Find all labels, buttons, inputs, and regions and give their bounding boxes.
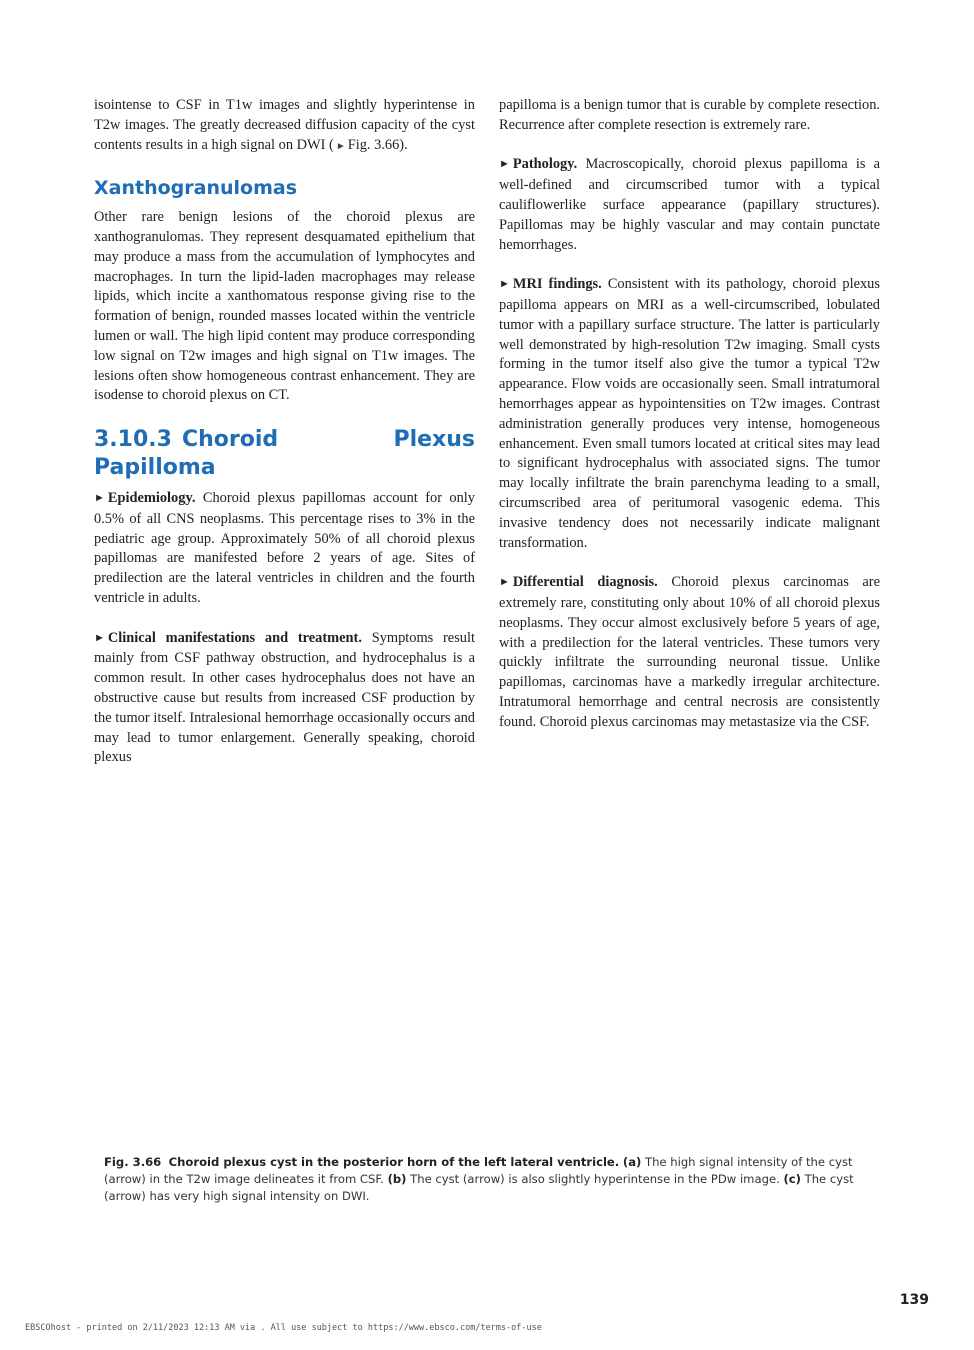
section-heading bbox=[94, 426, 475, 482]
figure-reference-link[interactable]: ► Fig. 3.66 bbox=[335, 136, 400, 153]
triangle-right-icon: ► bbox=[499, 576, 510, 589]
pathology-paragraph: ► Pathology. Macroscopically, choroid plexus papilloma is a well-defined and circumscribed tumor with a typical cauliflowerlike surface appearance (papillary structures). Papillomas may be highly vascular and may contain punctate hemorrhages. bbox=[499, 156, 880, 253]
triangle-right-icon: ► bbox=[499, 158, 510, 171]
figure-caption: Fig. 3.66 Choroid plexus cyst in the posterior horn of the left lateral ventricle. (a) The high signal intensity of the cyst (arrow) in the T2w image delineates it from CSF. (b) The cyst (arrow) is also slightly hyperintense in the PDw image. (c) The cyst (arrow) has very high signal intensity on DWI. bbox=[104, 1155, 854, 1203]
section-title: Choroid Plexus Papilloma bbox=[94, 426, 475, 480]
clinical-paragraph: ► Clinical manifestations and treatment. Symptoms result mainly from CSF pathway obstruction, and hydrocephalus is a common result. In other cases hydrocephalus does not have an obstructive cause but results from increased CSF production by the tumor itself. Intralesional hemorrhage occasionally occurs and may lead to tumor enlargement. Generally speaking, choroid plexus bbox=[94, 629, 475, 766]
continuation-paragraph: papilloma is a benign tumor that is curable by complete resection. Recurrence after complete resection is extremely rare. bbox=[499, 97, 880, 133]
intro-paragraph: isointense to CSF in T1w images and slightly hyperintense in T2w images. The greatly decreased diffusion capacity of the cyst contents results in a high signal on DWI ( ► Fig. 3.66). bbox=[94, 97, 475, 153]
triangle-right-icon: ► bbox=[335, 140, 346, 152]
left-column bbox=[94, 96, 475, 788]
print-footer: EBSCOhost - printed on 2/11/2023 12:13 AM via . All use subject to https://www.ebsco.com/terms-of-use bbox=[25, 1323, 542, 1333]
triangle-right-icon: ► bbox=[94, 491, 105, 504]
caption-title: Choroid plexus cyst in the posterior horn of the left lateral ventricle. bbox=[168, 1155, 620, 1169]
page-number: 139 bbox=[899, 1292, 929, 1308]
differential-diagnosis-paragraph: ► Differential diagnosis. Choroid plexus carcinomas are extremely rare, constituting only about 10% of all choroid plexus neoplasms. They occur almost exclusively before 5 years of age, with a predilection for the lateral ventricles. These tumors very quickly infiltrate the surrounding neuronal tissue. Unlike papillomas, carcinomas have a markedly irregular architecture. Intratumoral hemorrhage and central necrosis are consistently found. Choroid plexus carcinomas may metastasize via the CSF. bbox=[499, 574, 880, 730]
section-number: 3.10.3 bbox=[94, 426, 172, 452]
epidemiology-paragraph: ► Epidemiology. Choroid plexus papillomas account for only 0.5% of all CNS neoplasms. This percentage rises to 3% in the pediatric age group. Approximately 50% of all choroid plexus papillomas are manifested before 2 years of age. Sites of predilection are the lateral ventricles in children and the fourth ventricle in adults. bbox=[94, 489, 475, 606]
caption-label: Fig. 3.66 bbox=[104, 1155, 162, 1169]
right-column bbox=[499, 96, 880, 752]
triangle-right-icon: ► bbox=[499, 278, 510, 291]
triangle-right-icon: ► bbox=[94, 631, 105, 644]
xanthogranulomas-heading: Xanthogranulomas bbox=[94, 177, 297, 200]
mri-findings-paragraph: ► MRI findings. Consistent with its pathology, choroid plexus papilloma appears on MRI as a well-circumscribed, lobulated tumor with a papillary surface structure. The latter is particularly well demonstrated by high-resolution T2w imaging. Small cysts forming in the tumor itself also give the tumor a typical T2w appearance. Flow voids are occasionally seen. Small intratumoral hemorrhages appear as hypointensities on T2w images. Contrast administration generally produces very intense, homogeneous enhancement. Even small tumors located at critical sites may lead to significant hydrocephalus with associated signs. The tumor may locally infiltrate the brain parenchyma leading to a small, circumscribed area of peritumoral vasogenic edema. This invasive tendency does not necessarily indicate malignant transformation. bbox=[499, 276, 880, 551]
xanthogranulomas-paragraph: Other rare benign lesions of the choroid plexus are xanthogranulomas. They represent desquamated epithelium that may produce a mass from the accumulation of lymphocytes and macrophages. In turn the lipid-laden macrophages may release lipids, which incite a xanthomatous response giving rise to the formation of benign, rounded masses located within the ventricle lumen or wall. The high lipid content may produce corresponding low signal on T2w images and high signal on T1w images. The lesions often show homogeneous contrast enhancement. They are isodense to choroid plexus on CT. bbox=[94, 209, 475, 404]
